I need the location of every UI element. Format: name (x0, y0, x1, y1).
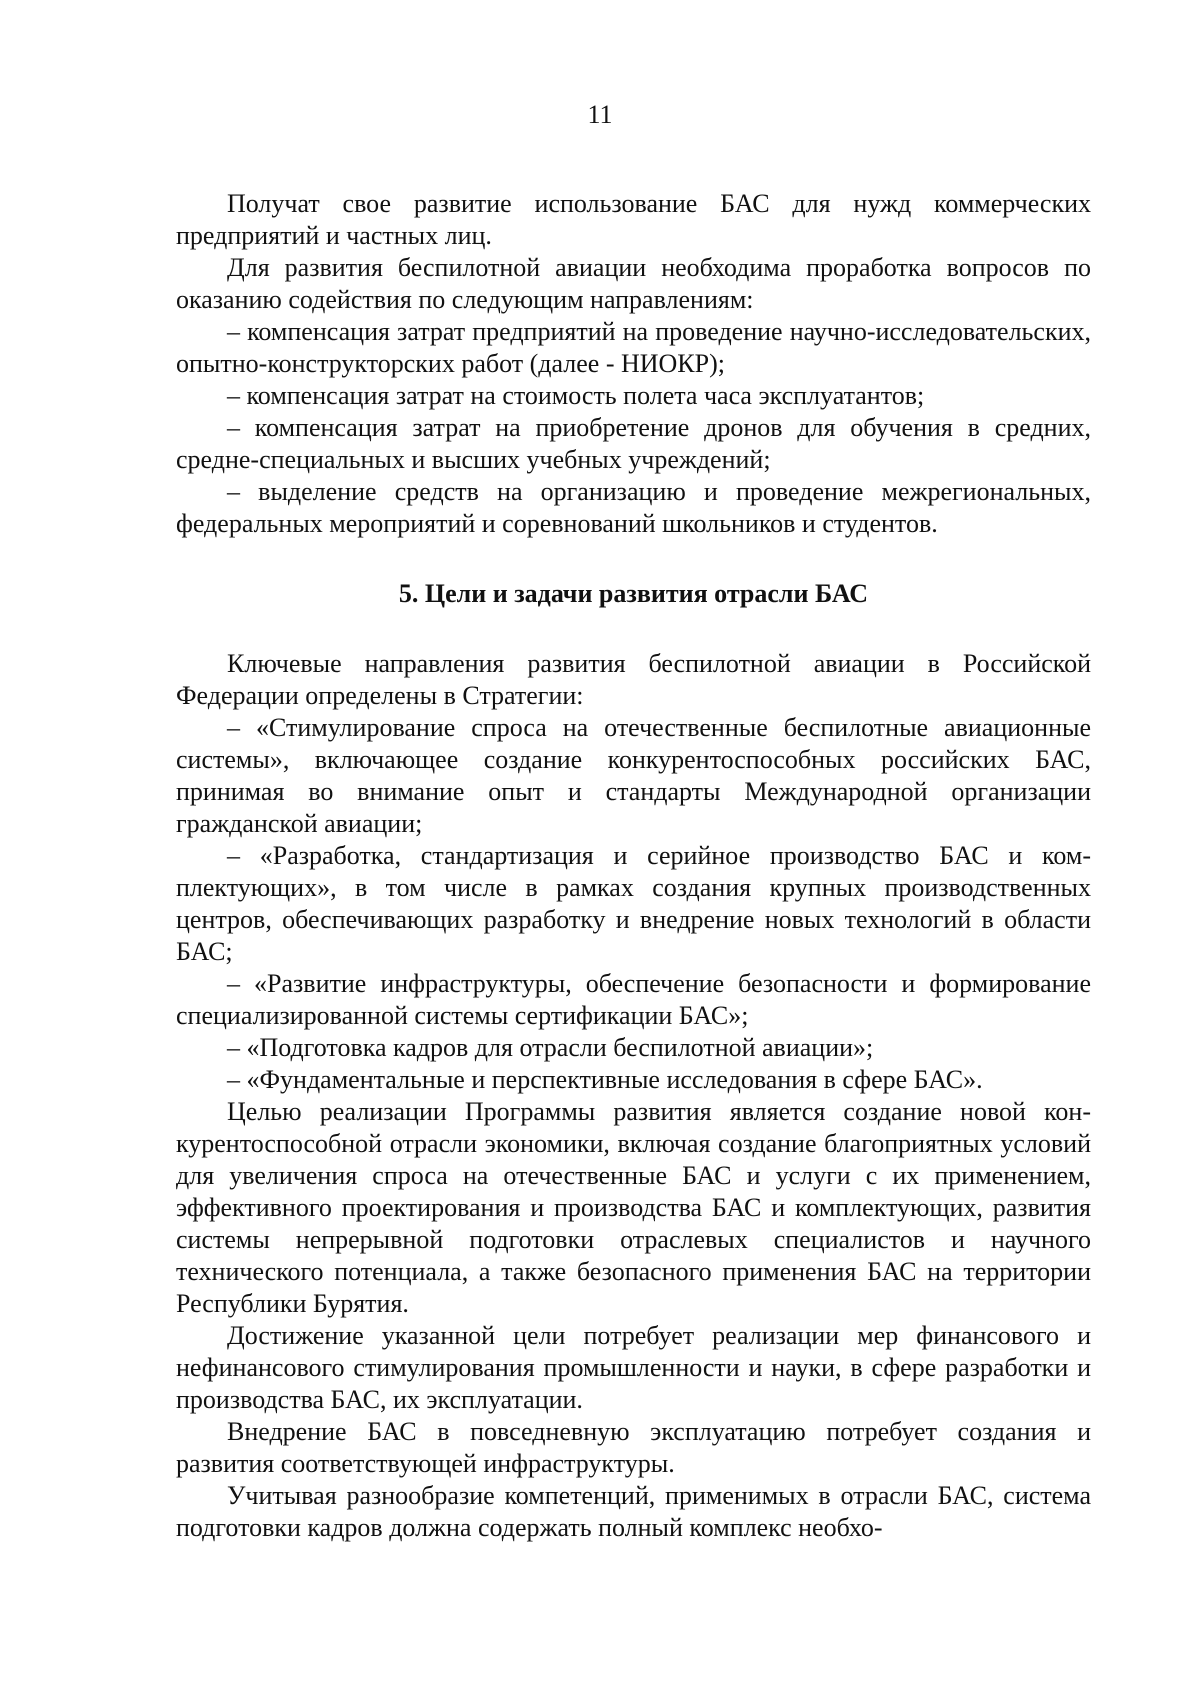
paragraph: Целью реализации Программы развития является создание новой конкурентоспособной отрасли экономики, включая создание благоприятных условий для увеличения спроса на отечественные БАС и услуги с их применением, эффективного проектирования и производства БАС и комплектующих, развития системы непрерывной подготовки отраслевых специалистов и научного технического потенциала, а также безопасного применения БАС на территории Республики Бурятия. (176, 1097, 1091, 1318)
list-item: – компенсация затрат предприятий на проведение научно-исследовательских, опытно-конструкторских работ (далее - НИОКР); (176, 317, 1091, 378)
list-item: – «Подготовка кадров для отрасли беспилотной авиации»; (227, 1033, 874, 1062)
list-item: – «Фундаментальные и перспективные исследования в сфере БАС». (227, 1065, 983, 1094)
list-item: – «Разработка, стандартизация и серийное производство БАС и комплектующих», в том числе в рамках создания крупных производственных центров, обеспечивающих разработку и внедрение новых технологий в области БАС; (176, 841, 1091, 966)
paragraph: Достижение указанной цели потребует реализации мер финансового и нефинансового стимулирования промышленности и науки, в сфере разработки и производства БАС, их эксплуатации. (176, 1321, 1091, 1414)
page-content (176, 188, 1091, 1544)
paragraph: Для развития беспилотной авиации необходима проработка вопросов по оказанию содействия по следующим направлениям: (176, 253, 1091, 314)
list-item: – компенсация затрат на стоимость полета часа эксплуатантов; (227, 381, 925, 410)
section-heading: 5. Цели и задачи развития отрасли БАС (398, 579, 869, 608)
page-number: 11 (587, 100, 613, 129)
list-item: – «Развитие инфраструктуры, обеспечение безопасности и формирование специализированной системы сертификации БАС»; (176, 969, 1091, 1030)
list-item: – «Стимулирование спроса на отечественные беспилотные авиационные системы», включающее создание конкурентоспособных российских БАС, принимая во внимание опыт и стандарты Международной организации гражданской авиации; (176, 713, 1091, 838)
paragraph: Получат свое развитие использование БАС для нужд коммерческих предприятий и частных лиц. (176, 189, 1091, 250)
paragraph: Ключевые направления развития беспилотной авиации в Российской Федерации определены в Стратегии: (176, 649, 1091, 710)
list-item: – выделение средств на организацию и проведение межрегиональных, федеральных мероприятий и соревнований школьников и студентов. (176, 477, 1091, 538)
paragraph: Внедрение БАС в повседневную эксплуатацию потребует создания и развития соответствующей инфраструктуры. (176, 1417, 1091, 1478)
list-item: – компенсация затрат на приобретение дронов для обучения в средних, средне-специальных и высших учебных учреждений; (176, 413, 1091, 474)
paragraph: Учитывая разнообразие компетенций, применимых в отрасли БАС, система подготовки кадров должна содержать полный комплекс необхо- (176, 1481, 1091, 1542)
